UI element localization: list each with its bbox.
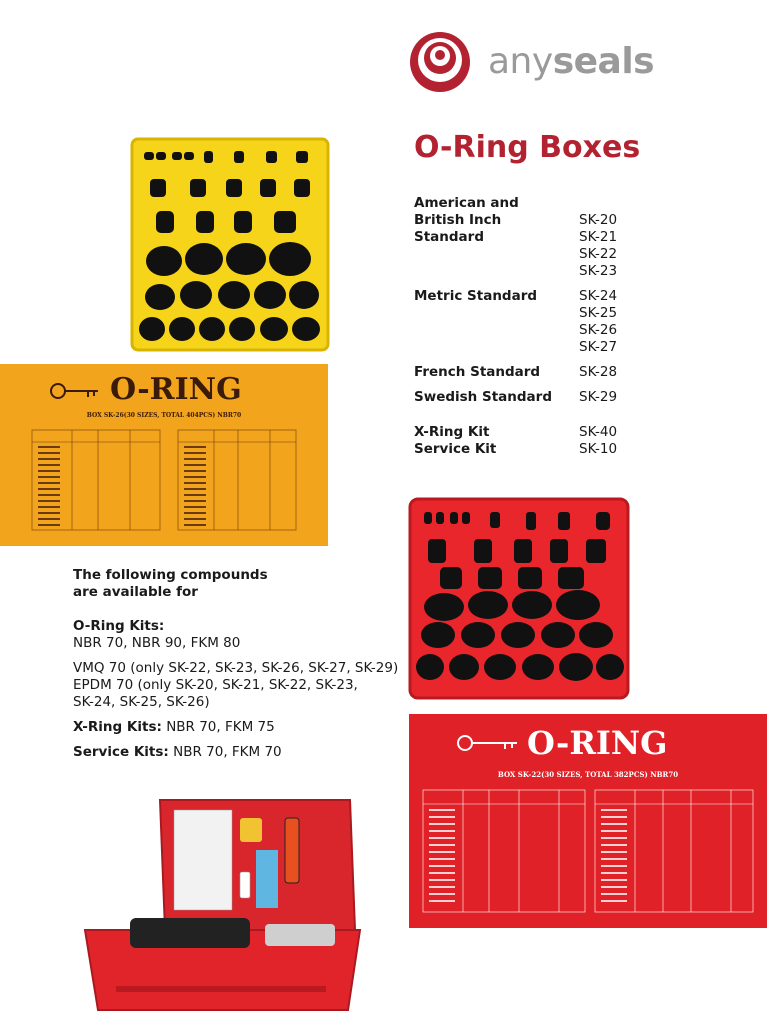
standard-code: SK-26: [579, 322, 618, 338]
yellow-oring-kit-image: [130, 137, 330, 352]
standard-code: SK-22: [579, 246, 618, 262]
yellow-chart-heading: O-RING: [110, 372, 242, 407]
standard-label: X-Ring Kit: [414, 424, 490, 440]
xring-kits-label: X-Ring Kits:: [73, 719, 162, 735]
standard-code: SK-29: [579, 389, 618, 405]
standard-code: SK-28: [579, 364, 618, 380]
oring-kits-label: O-Ring Kits:: [73, 618, 165, 634]
standard-code: SK-23: [579, 263, 618, 279]
yellow-chart-subtitle: BOX SK-26(30 SIZES, TOTAL 404PCS) NBR70: [86, 412, 242, 419]
standard-label: American and British Inch Standard: [414, 195, 519, 245]
standard-group-swedish: [414, 389, 734, 406]
yellow-oring-size-chart: [0, 364, 328, 546]
page-title: O-Ring Boxes: [414, 130, 641, 165]
standard-code: SK-21: [579, 229, 618, 245]
standard-code: SK-40: [579, 424, 618, 440]
standard-label: French Standard: [414, 364, 541, 380]
anyseals-logo-mark-icon: [408, 30, 472, 94]
compounds-section: [73, 567, 403, 761]
standard-label: Swedish Standard: [414, 389, 552, 405]
service-kits-value: NBR 70, FKM 70: [173, 744, 282, 760]
standards-list: [414, 195, 734, 466]
key-icon: [458, 736, 517, 750]
brand-logo: [408, 30, 668, 94]
standard-code: SK-24: [579, 288, 618, 304]
standard-code: SK-25: [579, 305, 618, 321]
standard-group-metric: [414, 288, 734, 356]
service-kit-image: [80, 790, 365, 1020]
key-icon: [51, 384, 98, 398]
standard-label: Service Kit: [414, 441, 497, 457]
standard-code: SK-20: [579, 212, 618, 228]
xring-kits-value: NBR 70, FKM 75: [166, 719, 275, 735]
oring-kits-value: NBR 70, NBR 90, FKM 80: [73, 635, 241, 651]
standard-label: Metric Standard: [414, 288, 538, 304]
oring-kits-vmq: VMQ 70 (only SK-22, SK-23, SK-26, SK-27, SK-29): [73, 660, 399, 676]
red-oring-size-chart: [409, 714, 767, 928]
standard-code: SK-10: [579, 441, 618, 457]
red-chart-heading: O-RING: [527, 724, 668, 762]
brand-wordmark: anyseals: [488, 41, 655, 82]
red-oring-kit-image: [408, 497, 630, 700]
compounds-intro: The following compounds are available for: [73, 567, 268, 600]
standard-group-service: [414, 441, 734, 458]
standard-group-french: [414, 364, 734, 381]
service-kits-label: Service Kits:: [73, 744, 169, 760]
standard-group-inch: [414, 195, 734, 280]
standard-code: SK-27: [579, 339, 618, 355]
red-chart-subtitle: BOX SK-22(30 SIZES, TOTAL 382PCS) NBR70: [497, 770, 679, 779]
standard-group-xring: [414, 424, 734, 441]
oring-kits-epdm: EPDM 70 (only SK-20, SK-21, SK-22, SK-23, SK-24, SK-25, SK-26): [73, 677, 358, 710]
